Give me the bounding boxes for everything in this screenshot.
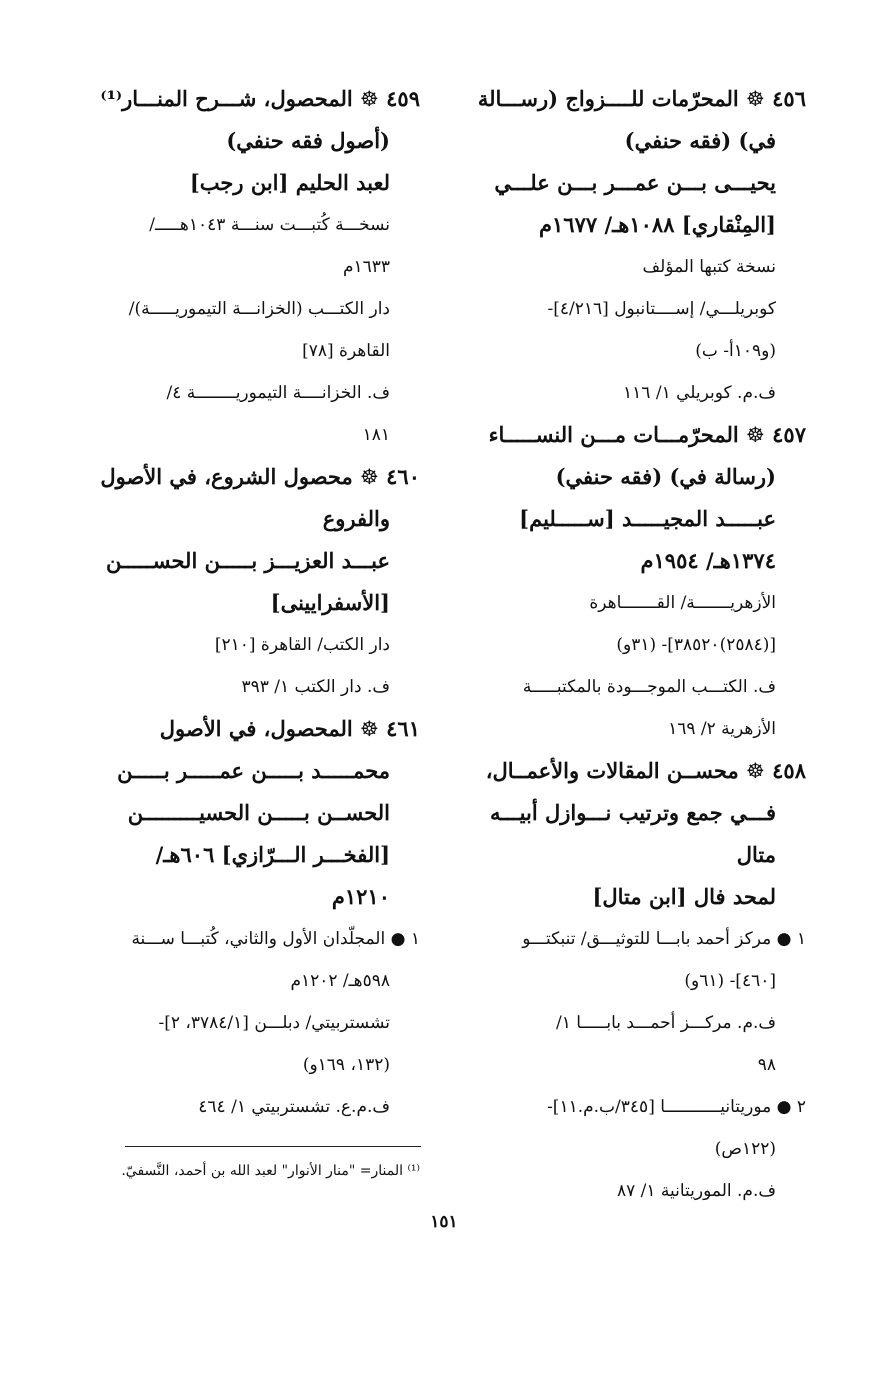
entry-line: (١٢٢ص) — [714, 1139, 776, 1159]
entry-line: ١٨١ — [362, 425, 390, 445]
entry-line: نسخة كتبها المؤلف — [642, 257, 776, 277]
entry-line: يحيـــى بـــن عمـــر بـــن علـــي — [494, 170, 776, 195]
entry-line: [٤٦٠]- (٦١و) — [684, 971, 776, 991]
entry-line: فـــي جمع وترتيب نـــوازل أبيـــه — [489, 800, 776, 825]
entry-line: ف.م. مركـــز أحمـــد بابـــــا ١/ — [556, 1013, 776, 1033]
entry-line: الأزهريـــــــة/ القـــــــاهرة — [589, 593, 776, 613]
entry-line: ٢ ● موريتانيـــــــــــا [٣٤٥/ب.م.١١]- — [547, 1097, 806, 1117]
entry-line: ١ ● مركز أحمد بابـــا للتوثيـــق/ تنبكتـــو — [522, 929, 806, 949]
entry-line: دار الكتب/ القاهرة [٢١٠] — [214, 635, 390, 655]
entry-line: ف. الخزانــــة التيموريــــــــة ٤/ — [166, 383, 390, 403]
entry-line: ١٦٣٣م — [342, 257, 390, 277]
entry-line: [(٢٥٨٤)٣٨٥٢٠]- (٣١و) — [616, 635, 776, 655]
entry-line: (١٣٢، ١٦٩و) — [302, 1055, 390, 1075]
entry-line: ١٢١٠م — [331, 884, 390, 909]
entry-line: ١ ● المجلّدان الأول والثاني، كُتبـــا ســـنة — [131, 929, 420, 949]
entry-line: [الأسفرايينى] — [270, 590, 390, 615]
entry-line: القاهرة [٧٨] — [302, 341, 390, 361]
entry-line: لعبد الحليم [ابن رجب] — [189, 170, 390, 195]
entry-line: ٩٨ — [757, 1055, 776, 1075]
entry-heading: ٤٥٩ ☸ المحصول، شـــرح المنـــار⁽¹⁾ — [100, 86, 420, 111]
entry-line: (و١٠٩أ- ب) — [695, 341, 776, 361]
entry-line: لمحد فال [ابن متال] — [592, 884, 776, 909]
right-column — [466, 78, 806, 1212]
entry-line: [الفخـــر الـــرّازي] ٦٠٦هـ/ — [155, 842, 390, 867]
entry-line: (رسالة في) (فقه حنفي) — [555, 464, 776, 489]
entry-line: في) (فقه حنفي) — [624, 128, 776, 153]
entry-heading: ٤٥٧ ☸ المحرّمـــات مـــن النســـــاء — [488, 422, 806, 447]
entry-line: ٥٩٨هـ/ ١٢٠٢م — [290, 971, 390, 991]
entry-line: (أصول فقه حنفي) — [226, 128, 390, 153]
entry-line: ف. الكتـــب الموجـــودة بالمكتبـــــة — [522, 677, 776, 697]
entry-line: والفروع — [322, 506, 390, 531]
footnote: ⁽¹⁾ المنار= "منار الأنوار" لعبد الله بن أحمد، النَّسفيّ. — [121, 1163, 420, 1179]
entry-heading: ٤٦١ ☸ المحصول، في الأصول — [159, 716, 420, 741]
entry-line: كوبريلـــي/ إســــتانبول [٤/٢١٦]- — [547, 299, 776, 319]
entry-line: ف. دار الكتب ١/ ٣٩٣ — [241, 677, 390, 697]
entry-line: دار الكتـــب (الخزانـــة التيموريـــــة)/ — [128, 299, 390, 319]
left-column — [78, 78, 420, 1128]
entry-heading: ٤٦٠ ☸ محصول الشروع، في الأصول — [100, 464, 420, 489]
entry-heading: ٤٥٨ ☸ محســن المقالات والأعمــال، — [485, 758, 806, 783]
entry-line: محمـــــد بـــــن عمـــــر بـــــن — [117, 758, 390, 783]
entry-line: ١٣٧٤هـ/ ١٩٥٤م — [640, 548, 776, 573]
entry-heading: ٤٥٦ ☸ المحرّمات للــــزواج (رســـالة — [477, 86, 806, 111]
entry-line: متال — [736, 842, 776, 867]
entry-line: ف.م. الموريتانية ١/ ٨٧ — [616, 1181, 776, 1201]
page-number: ١٥١ — [430, 1212, 458, 1232]
entry-line: نسخـــة كُتبـــت سنـــة ١٠٤٣هـــــ/ — [149, 215, 390, 235]
entry-line: ف.م.ع. تشستربيتي ١/ ٤٦٤ — [198, 1097, 390, 1117]
entry-line: ف.م. كوبريلي ١/ ١١٦ — [623, 383, 776, 403]
entry-line: عبـــد العزيـــز بـــــن الحســـــن — [106, 548, 390, 573]
entry-line: الأزهرية ٢/ ١٦٩ — [668, 719, 776, 739]
entry-line: الحســن بـــــن الحسيـــــــــن — [127, 800, 390, 825]
entry-line: [المِنْقاري] ١٠٨٨هـ/ ١٦٧٧م — [539, 212, 776, 237]
footnote-divider — [125, 1146, 421, 1147]
entry-line: عبـــــد المجيـــــد [ســـــليم] — [519, 506, 776, 531]
entry-line: تشستربيتي/ دبلـــن [٣٧٨٤/١، ٢]- — [158, 1013, 390, 1033]
